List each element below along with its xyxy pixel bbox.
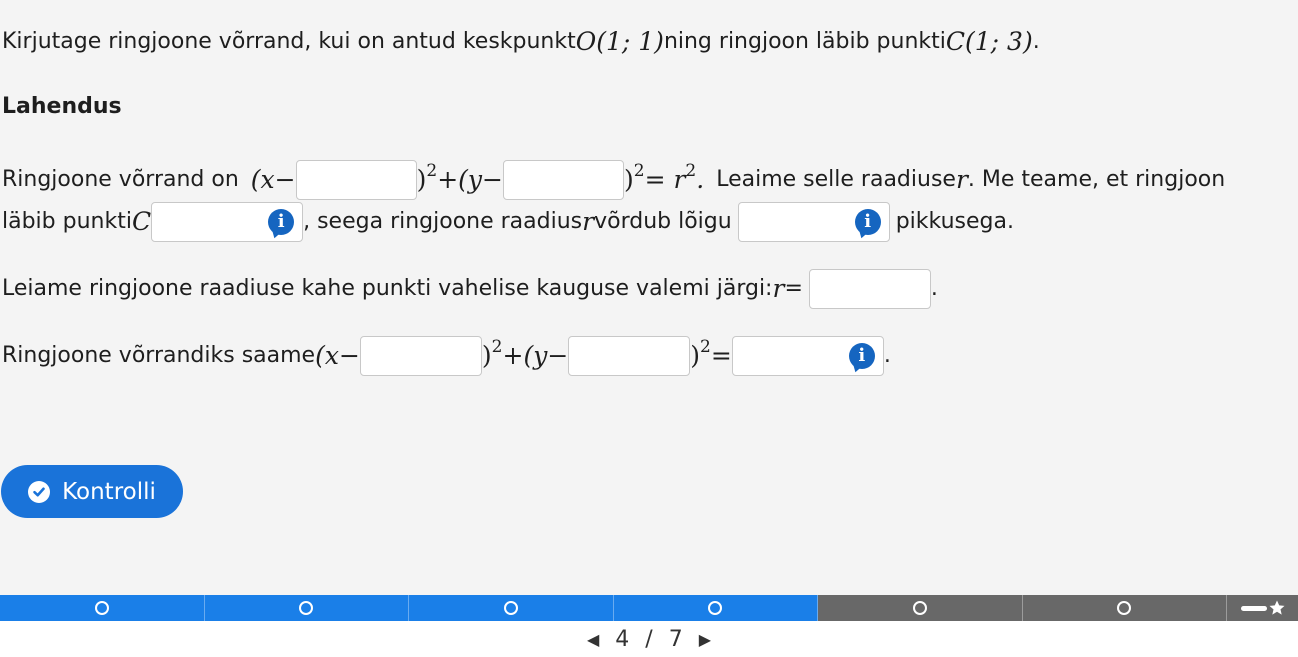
line2-text-3: võrdub lõigu	[594, 209, 732, 234]
math-square: 2	[633, 161, 645, 181]
line4-dot: .	[883, 343, 891, 368]
progress-bar	[0, 595, 1298, 621]
math-paren: )	[481, 341, 492, 370]
math-x-open: (x−	[250, 165, 296, 194]
math-c: C	[131, 207, 152, 236]
star-icon	[1239, 599, 1287, 617]
line1-text-2: Leaime selle raadiuse	[716, 167, 956, 192]
equation-line-3	[2, 269, 938, 309]
point-o-math: O(1; 1)	[575, 27, 664, 56]
check-button[interactable]	[1, 465, 183, 518]
math-eq-r: = r	[644, 165, 686, 194]
line2-text-4: pikkusega.	[895, 209, 1014, 234]
line3-dot: .	[930, 276, 938, 301]
info-icon[interactable]: i	[855, 209, 881, 235]
task-text-suffix: .	[1032, 29, 1040, 54]
math-dot: .	[696, 165, 705, 194]
progress-step-4[interactable]	[614, 595, 819, 621]
final-rhs-input[interactable]	[732, 336, 884, 376]
progress-step-1[interactable]	[0, 595, 205, 621]
equation-line-4	[2, 336, 891, 376]
radius-input[interactable]	[809, 269, 931, 309]
math-r: r	[955, 165, 968, 194]
progress-step-2[interactable]	[205, 595, 410, 621]
circle-icon	[1117, 601, 1131, 615]
math-y-open: +(y−	[437, 165, 503, 194]
math-x-open: (x−	[315, 341, 360, 370]
equation-line-2	[2, 202, 1014, 242]
progress-step-5[interactable]	[818, 595, 1023, 621]
center-y-input[interactable]	[503, 160, 624, 200]
point-c-coordinates-input[interactable]	[151, 202, 303, 242]
equation-line-1	[2, 160, 1225, 200]
pager	[0, 621, 1298, 657]
progress-step-3[interactable]	[409, 595, 614, 621]
math-square: 2	[700, 337, 711, 357]
math-r: r	[582, 207, 595, 236]
math-square: 2	[426, 161, 438, 181]
line4-text: Ringjoone võrrandiks saame	[2, 343, 316, 368]
check-circle-icon	[28, 481, 50, 503]
math-paren: )	[623, 165, 634, 194]
circle-icon	[299, 601, 313, 615]
task-text-middle: ning ringjoon läbib punkti	[663, 29, 946, 54]
line1-text: Ringjoone võrrand on	[2, 167, 239, 192]
segment-input[interactable]	[738, 202, 890, 242]
task-statement	[2, 27, 1040, 57]
circle-icon	[708, 601, 722, 615]
final-x-input[interactable]	[360, 336, 482, 376]
next-arrow-icon[interactable]: ▶	[698, 629, 712, 649]
center-x-input[interactable]	[296, 160, 417, 200]
math-eq: =	[710, 341, 732, 370]
line2-text-2: , seega ringjoone raadius	[303, 209, 583, 234]
pager-current: 4	[615, 626, 630, 652]
pager-separator: /	[645, 626, 653, 652]
circle-icon	[913, 601, 927, 615]
line3-eq: =	[784, 276, 803, 301]
solution-heading: Lahendus	[2, 94, 122, 119]
math-paren: )	[416, 165, 427, 194]
line2-text: läbib punkti	[2, 209, 132, 234]
line1-text-3: . Me teame, et ringjoon	[967, 167, 1226, 192]
math-y-open: +(y−	[502, 341, 569, 370]
circle-icon	[504, 601, 518, 615]
final-y-input[interactable]	[568, 336, 690, 376]
progress-step-6[interactable]	[1023, 595, 1228, 621]
circle-icon	[95, 601, 109, 615]
task-text: Kirjutage ringjoone võrrand, kui on antud keskpunkt	[2, 29, 576, 54]
point-c-math: C(1; 3)	[945, 27, 1033, 56]
info-icon[interactable]: i	[849, 343, 875, 369]
math-square: 2	[685, 161, 697, 181]
progress-final[interactable]	[1227, 595, 1298, 621]
prev-arrow-icon[interactable]: ◀	[586, 629, 600, 649]
math-r: r	[772, 274, 785, 303]
check-button-label: Kontrolli	[62, 478, 156, 505]
pager-total: 7	[668, 626, 683, 652]
math-paren: )	[690, 341, 701, 370]
info-icon[interactable]: i	[268, 209, 294, 235]
line3-text: Leiame ringjoone raadiuse kahe punkti vahelise kauguse valemi järgi:	[2, 276, 773, 301]
math-square: 2	[491, 337, 503, 357]
